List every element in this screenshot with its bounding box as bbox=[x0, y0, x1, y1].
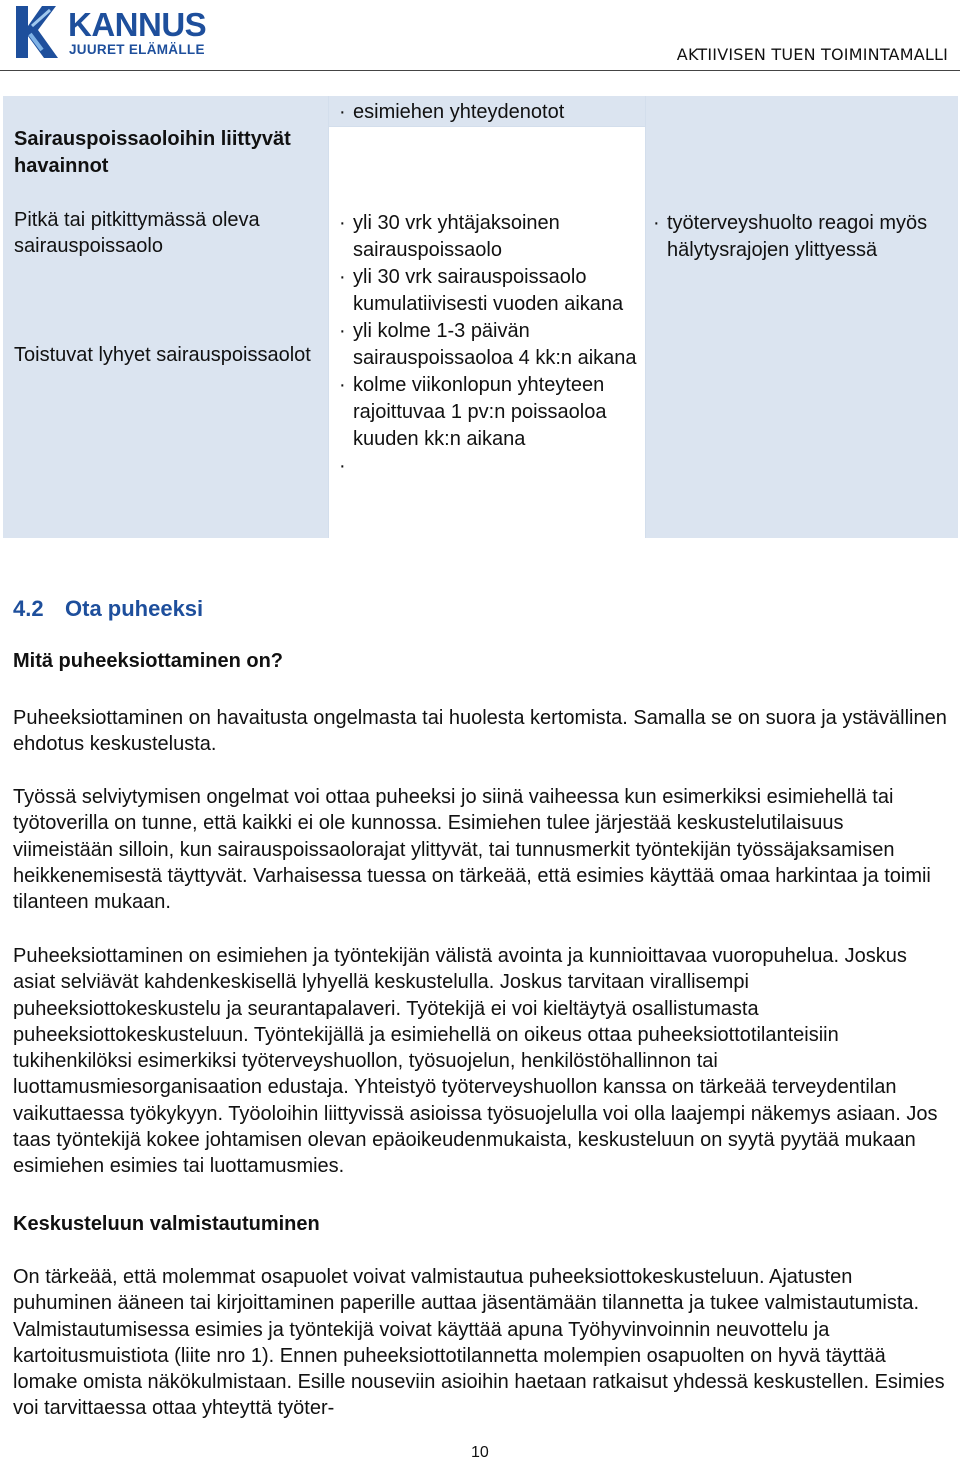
list-item-text: työterveyshuolto reagoi myös hälytysrajojen ylittyessä bbox=[667, 212, 928, 261]
list-item-text: esimiehen yhteydenotot bbox=[353, 101, 565, 123]
document-header-title: AKTIIVISEN TUEN TOIMINTAMALLI bbox=[676, 45, 948, 64]
paragraph-dialogue: Puheeksiottaminen on esimiehen ja työntekijän välistä avointa ja kunnioittavaa vuoropuhelua. Joskus asiat selviävät kahdenkeskisellä lyhyellä keskustelulla. Joskus tarvitaan virallisempi puheeksiottokeskustelu ja seurantapalaveri. Työtekijä ei voi kieltäytyä osallistumasta puheeksiottokeskusteluun. Työntekijällä ja esimiehellä on oikeus ottaa puheeksiottotilanteisiin tukihenkilöksi esimerkiksi työterveyshuollon, työsuojelun, henkilöstöhallinnon tai luottamusmiesorganisaation edustaja. Yhteistyö työterveyshuollon kanssa on tärkeää terveydentilan vaikuttaessa työkykyyn. Työoloihin liittyvissä asioissa työsuojelulla voi olla laajempi näkemys asiaan. Jos taas työntekijä kokee johtamisen olevan epäoikeudenmukaista, keskusteluun on syytä pyytää mukaan esimiehen esimies tai luottamusmies. bbox=[13, 945, 938, 1178]
list-item bbox=[338, 372, 638, 453]
table-column-heading: Sairauspoissaoloihin liittyvät havainnot bbox=[14, 128, 291, 177]
bullet-icon: · bbox=[653, 212, 660, 234]
paragraph-definition: Puheeksiottaminen on havaitusta ongelmasta tai huolesta kertomista. Samalla se on suora ja ystävällinen ehdotus keskustelusta. bbox=[13, 707, 947, 756]
list-item-text: yli 30 vrk yhtäjaksoinen sairauspoissaolo bbox=[353, 212, 560, 261]
table-cell-manager-contact bbox=[328, 96, 645, 126]
table-column-observations bbox=[3, 96, 328, 538]
list-item bbox=[338, 453, 638, 480]
list-item bbox=[338, 264, 638, 318]
bullet-icon: · bbox=[339, 320, 346, 342]
paragraph-preparation: On tärkeää, että molemmat osapuolet voivat valmistautua puheeksiottokeskusteluun. Ajatusten puhuminen ääneen tai kirjoittaminen paperille auttaa jäsentämään tilannetta ja tukee valmistautumista. Valmistautumisessa esimies ja työntekijä voivat käyttää apuna Työhyvinvoinnin neuvottelu ja kartoitusmuistiota (liite nro 1). Ennen puheeksiottotilannetta molempien osapuolten on hyvä täyttää lomake omista näkökulmistaan. Esille nouseviin asioihin haetaan ratkaisut yhdessä keskustellen. Esimies voi tarvittaessa ottaa yhteyttä työter- bbox=[13, 1266, 945, 1420]
header-divider bbox=[0, 70, 960, 71]
bullet-icon: · bbox=[339, 101, 346, 123]
observation-long-absence: Pitkä tai pitkittymässä oleva sairauspoissaolo bbox=[14, 209, 260, 257]
bullet-icon: · bbox=[339, 455, 346, 477]
list-item-text: kolme viikonlopun yhteyteen rajoittuvaa 1 pv:n poissaoloa kuuden kk:n aikana bbox=[353, 374, 607, 450]
occupational-health-item bbox=[653, 210, 957, 264]
list-item-text: yli kolme 1-3 päivän sairauspoissaoloa 4 kk:n aikana bbox=[353, 320, 637, 369]
observation-short-absences: Toistuvat lyhyet sairauspoissaolot bbox=[14, 344, 311, 366]
subheading-what-is: Mitä puheeksiottaminen on? bbox=[13, 650, 284, 672]
bullet-icon: · bbox=[339, 266, 346, 288]
kannus-logo bbox=[12, 4, 212, 62]
section-title: Ota puheeksi bbox=[65, 596, 204, 621]
kannus-logo-mark-icon bbox=[12, 4, 64, 60]
section-number: 4.2 bbox=[13, 596, 44, 621]
table-divider bbox=[328, 126, 645, 127]
paragraph-early-discussion: Työssä selviytymisen ongelmat voi ottaa puheeksi jo siinä vaiheessa kun esimerkiksi esimiehellä tai työtoverilla on tunne, että kaikki ei ole kunnossa. Esimiehen tulee järjestää keskustelutilaisuus viimeistään silloin, kun sairauspoissaolorajat ylittyvät, tai tunnusmerkit työntekijän työssäjaksamisen heikkenemisestä täyttyvät. Varhaisessa tuessa on tärkeää, että esimies käyttää omaa harkintaa ja toimii tilanteen mukaan. bbox=[13, 786, 931, 914]
page-number: 10 bbox=[471, 1444, 489, 1461]
subheading-preparation: Keskusteluun valmistautuminen bbox=[13, 1213, 320, 1235]
threshold-criteria-list bbox=[338, 210, 638, 480]
table-divider bbox=[645, 96, 646, 538]
manager-contact-list bbox=[338, 99, 638, 126]
table-cell-threshold-criteria bbox=[328, 126, 645, 538]
list-item-text: yli 30 vrk sairauspoissaolo kumulatiivisesti vuoden aikana bbox=[353, 266, 624, 315]
section-heading bbox=[13, 596, 203, 622]
table-column-thresholds bbox=[328, 96, 645, 538]
list-item bbox=[338, 210, 638, 264]
list-item bbox=[338, 99, 638, 126]
logo-wordmark: KANNUS bbox=[68, 6, 207, 43]
table-divider bbox=[328, 96, 329, 538]
sick-leave-observations-table bbox=[3, 96, 958, 538]
list-item bbox=[338, 318, 638, 372]
bullet-icon: · bbox=[339, 212, 346, 234]
bullet-icon: · bbox=[339, 374, 346, 396]
table-column-occupational-health bbox=[645, 96, 958, 538]
logo-tagline: JUURET ELÄMÄLLE bbox=[69, 42, 205, 57]
